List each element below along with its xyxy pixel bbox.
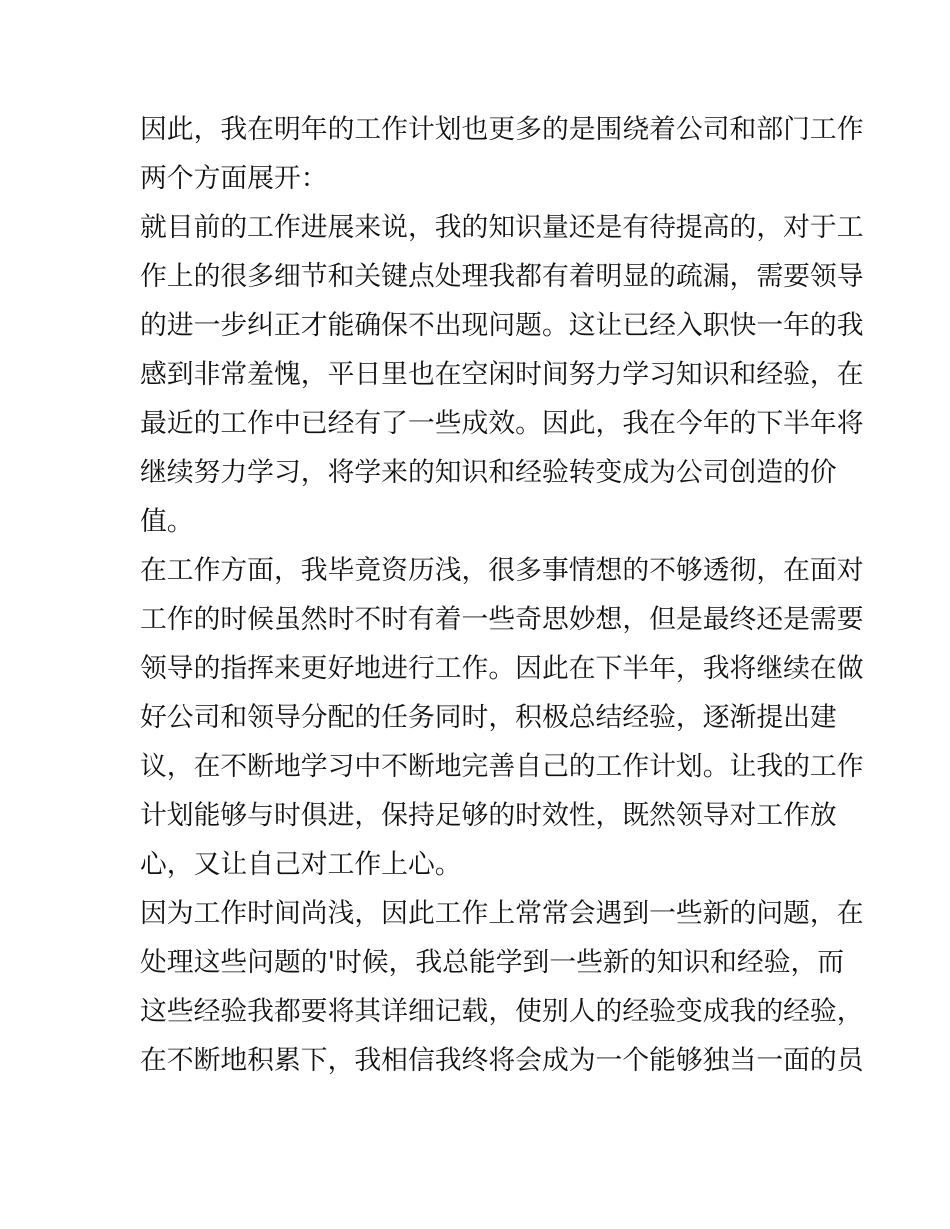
text-line: 因为工作时间尚浅，因此工作上常常会遇到一些新的问题，在 [140,898,864,929]
text-line: 处理这些问题的'时候，我总能学到一些新的知识和经验，而 [140,947,845,978]
text-line: 的进一步纠正才能确保不出现问题。这让已经入职快一年的我 [140,310,864,341]
text-line: 议，在不断地学习中不断地完善自己的工作计划。让我的工作 [140,751,864,782]
text-line: 工作的时候虽然时不时有着一些奇思妙想，但是最终还是需要 [140,604,864,635]
text-line: 因此，我在明年的工作计划也更多的是围绕着公司和部门工作 [140,114,864,145]
paragraph [140,552,864,895]
text-line: 就目前的工作进展来说，我的知识量还是有待提高的，对于工 [140,212,864,243]
text-line: 两个方面展开： [140,163,328,194]
text-line: 在不断地积累下，我相信我终将会成为一个能够独当一面的员 [140,1045,864,1076]
text-line: 在工作方面，我毕竟资历浅，很多事情想的不够透彻，在面对 [140,555,864,586]
text-line: 最近的工作中已经有了一些成效。因此，我在今年的下半年将 [140,408,864,439]
text-line: 计划能够与时俱进，保持足够的时效性，既然领导对工作放 [140,800,837,831]
text-line: 心，又让自己对工作上心。 [140,849,462,880]
text-line: 继续努力学习，将学来的知识和经验转变成为公司创造的价 [140,457,837,488]
text-line: 值。 [140,506,194,537]
text-line: 作上的很多细节和关键点处理我都有着明显的疏漏，需要领导 [140,261,864,292]
text-line: 这些经验我都要将其详细记载，使别人的经验变成我的经验， [140,996,864,1027]
text-line: 领导的指挥来更好地进行工作。因此在下半年，我将继续在做 [140,653,864,684]
text-line: 好公司和领导分配的任务同时，积极总结经验，逐渐提出建 [140,702,837,733]
document-body [140,111,864,1091]
text-line: 感到非常羞愧，平日里也在空闲时间努力学习知识和经验，在 [140,359,864,390]
paragraph [140,895,864,1091]
paragraph [140,209,864,552]
paragraph [140,111,864,209]
